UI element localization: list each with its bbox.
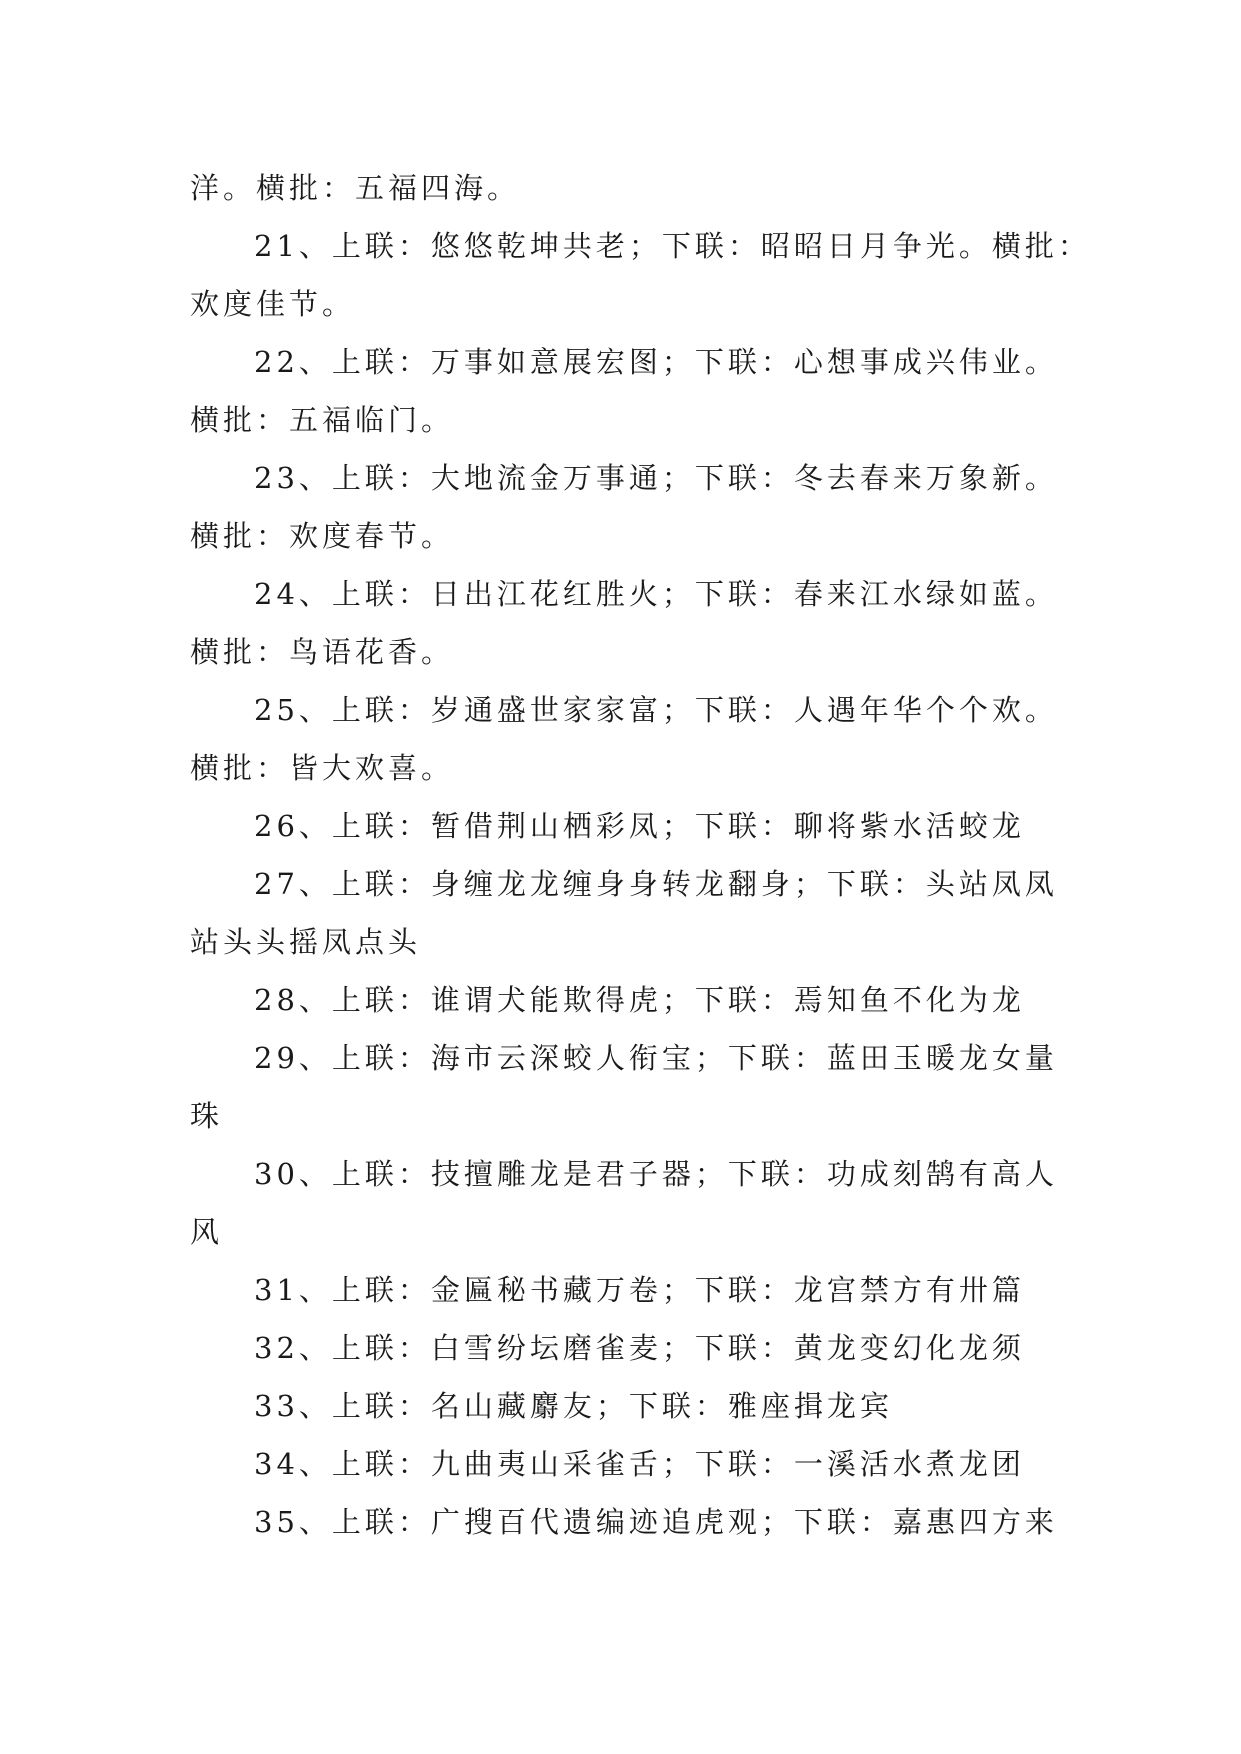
- text-line: 30、上联：技擅雕龙是君子器；下联：功成刻鹄有高人: [254, 1157, 1058, 1191]
- text-line: 32、上联：白雪纷坛磨雀麦；下联：黄龙变幻化龙须: [254, 1331, 1025, 1365]
- text-line: 24、上联：日出江花红胜火；下联：春来江水绿如蓝。: [254, 577, 1058, 611]
- document-page: [190, 159, 1091, 1551]
- text-line: 34、上联：九曲夷山采雀舌；下联：一溪活水煮龙团: [254, 1447, 1025, 1481]
- text-line: 23、上联：大地流金万事通；下联：冬去春来万象新。: [254, 461, 1058, 495]
- text-line: 21、上联：悠悠乾坤共老；下联：昭昭日月争光。横批：: [254, 229, 1091, 263]
- text-line: 风: [190, 1215, 224, 1249]
- text-line: 站头头摇凤点头: [190, 925, 422, 959]
- text-line: 35、上联：广搜百代遗编迹追虎观；下联：嘉惠四方来: [254, 1505, 1058, 1539]
- text-line: 29、上联：海市云深蛟人衔宝；下联：蓝田玉暖龙女量: [254, 1041, 1058, 1075]
- text-line: 25、上联：岁通盛世家家富；下联：人遇年华个个欢。: [254, 693, 1058, 727]
- text-line: 31、上联：金匾秘书藏万卷；下联：龙宫禁方有卅篇: [254, 1273, 1025, 1307]
- text-line: 横批：欢度春节。: [190, 519, 455, 553]
- text-line: 洋。横批：五福四海。: [190, 171, 521, 205]
- text-line: 横批：皆大欢喜。: [190, 751, 455, 785]
- text-line: 横批：五福临门。: [190, 403, 455, 437]
- text-line: 22、上联：万事如意展宏图；下联：心想事成兴伟业。: [254, 345, 1058, 379]
- text-line: 33、上联：名山藏麝友；下联：雅座揖龙宾: [254, 1389, 893, 1423]
- text-line: 28、上联：谁谓犬能欺得虎；下联：焉知鱼不化为龙: [254, 983, 1025, 1017]
- text-line: 珠: [190, 1099, 224, 1133]
- text-line: 欢度佳节。: [190, 287, 356, 321]
- text-line: 27、上联：身缠龙龙缠身身转龙翻身；下联：头站凤凤: [254, 867, 1058, 901]
- text-line: 26、上联：暂借荆山栖彩凤；下联：聊将紫水活蛟龙: [254, 809, 1025, 843]
- text-line: 横批：鸟语花香。: [190, 635, 455, 669]
